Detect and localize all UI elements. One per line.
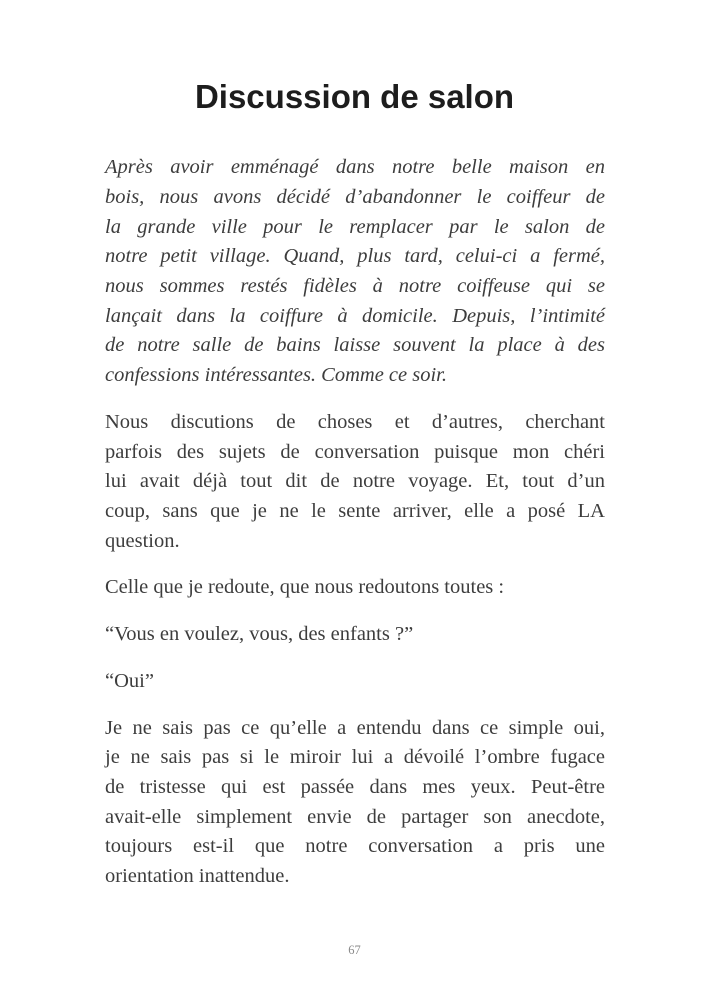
text-line: “Oui” [105, 669, 154, 692]
text-line: avait-elle simplement envie de partager son anecdote, [105, 805, 605, 828]
text-line: nous sommes restés fidèles à notre coiffeuse qui se [105, 275, 605, 298]
text-line: notre petit village. Quand, plus tard, celui-ci a fermé, [105, 245, 605, 268]
page-number: 67 [348, 943, 361, 957]
text-line: orientation inattendue. [105, 865, 290, 888]
text-line: Après avoir emménagé dans notre belle maison en [105, 156, 605, 179]
text-line: coup, sans que je ne le sente arriver, elle a posé LA [105, 499, 605, 522]
paragraph-3 [105, 573, 605, 603]
page-body [105, 153, 605, 891]
paragraph-6 [105, 714, 605, 892]
paragraph-2 [105, 408, 605, 557]
text-line: lui avait déjà tout dit de notre voyage. Et, tout d’un [105, 470, 605, 493]
text-line: toujours est-il que notre conversation a pris une [105, 835, 605, 858]
text-line: Celle que je redoute, que nous redoutons toutes : [105, 576, 505, 599]
text-line: Nous discutions de choses et d’autres, cherchant [105, 410, 605, 433]
page-title: Discussion de salon [194, 78, 515, 115]
text-line: de tristesse qui est passée dans mes yeux. Peut-être [105, 775, 605, 798]
paragraph-4 [105, 620, 605, 650]
text-line: “Vous en voulez, vous, des enfants ?” [105, 623, 414, 646]
text-line: question. [105, 529, 180, 552]
text-line: je ne sais pas si le miroir lui a dévoilé l’ombre fugace [105, 746, 605, 769]
text-line: de notre salle de bains laisse souvent la place à des [105, 334, 605, 357]
text-line: Je ne sais pas ce qu’elle a entendu dans ce simple oui, [105, 716, 605, 739]
paragraph-1 [105, 153, 605, 391]
text-line: parfois des sujets de conversation puisque mon chéri [105, 440, 605, 463]
text-line: bois, nous avons décidé d’abandonner le coiffeur de [105, 185, 605, 208]
text-line: confessions intéressantes. Comme ce soir. [105, 364, 448, 387]
text-line: la grande ville pour le remplacer par le salon de [105, 215, 605, 238]
text-line: lançait dans la coiffure à domicile. Depuis, l’intimité [105, 304, 605, 327]
paragraph-5 [105, 667, 605, 697]
